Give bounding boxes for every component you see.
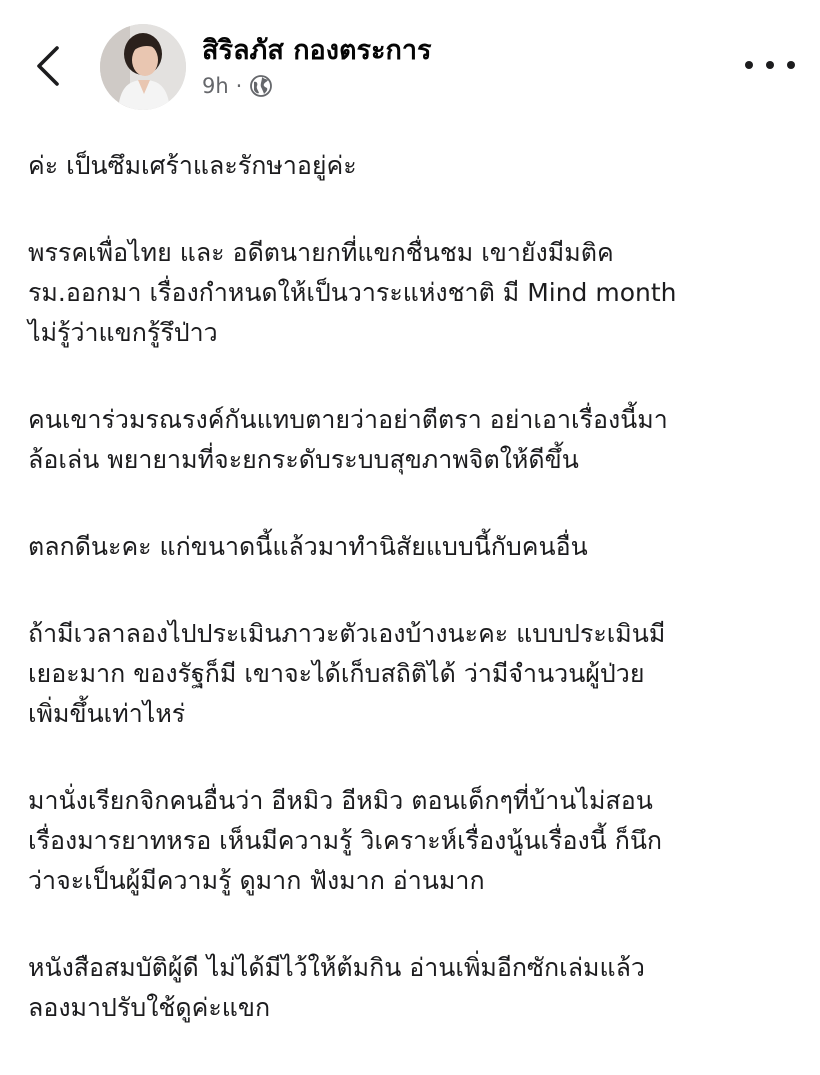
post-paragraph: พรรคเพื่อไทย และ อดีตนายกที่แขกชื่นชม เขายังมีมติค รม.ออกมา เรื่องกำหนดให้เป็นวาระแห่งชาติ มี Mind month ไม่รู้ว่าแขกรู้รึป่าว	[28, 238, 677, 347]
post-paragraph: คนเขาร่วมรณรงค์กันแทบตายว่าอย่าตีตรา อย่าเอาเรื่องนี้มา ล้อเล่น พยายามที่จะยกระดับระบบสุขภาพจิตให้ดีขึ้น	[28, 405, 668, 474]
more-horizontal-icon	[766, 61, 774, 69]
post-body	[28, 146, 798, 1075]
post-meta	[202, 74, 273, 98]
author-name[interactable]: สิริลภัส กองตระการ	[202, 35, 432, 66]
post-paragraph: ตลกดีนะคะ แก่ขนาดนี้แล้วมาทำนิสัยแบบนี้กับคนอื่น	[28, 532, 588, 561]
more-horizontal-icon	[787, 61, 795, 69]
post-paragraph: ถ้ามีเวลาลองไปประเมินภาวะตัวเองบ้างนะคะ แบบประเมินมี เยอะมาก ของรัฐก็มี เขาจะได้เก็บสถิติได้ ว่ามีจำนวนผู้ป่วย เพิ่มขึ้นเท่าไหร่	[28, 619, 666, 728]
post-paragraph: มานั่งเรียกจิกคนอื่นว่า อีหมิว อีหมิว ตอนเด็กๆที่บ้านไม่สอน เรื่องมารยาทหรอ เห็นมีความรู้ วิเคราะห์เรื่องนู้นเรื่องนี้ ก็นึก ว่าจะเป็นผู้มีความรู้ ดูมาก ฟังมาก อ่านมาก	[28, 786, 663, 895]
meta-separator: ·	[235, 74, 243, 98]
post-paragraph: ค่ะ เป็นซึมเศร้าและรักษาอยู่ค่ะ	[28, 151, 357, 180]
post-header	[0, 0, 820, 130]
avatar[interactable]	[100, 24, 186, 110]
post-timestamp[interactable]: 9h	[202, 74, 229, 98]
more-horizontal-icon	[745, 61, 753, 69]
profile-photo	[100, 24, 186, 110]
post-paragraph: หนังสือสมบัติผู้ดี ไม่ได้มีไว้ให้ต้มกิน อ่านเพิ่มอีกซักเล่มแล้ว ลองมาปรับใช้ดูค่ะแขก	[28, 953, 645, 1022]
more-options-button[interactable]	[745, 50, 795, 80]
globe-icon[interactable]	[249, 74, 273, 98]
back-button[interactable]	[28, 38, 68, 94]
chevron-left-icon	[35, 45, 61, 87]
